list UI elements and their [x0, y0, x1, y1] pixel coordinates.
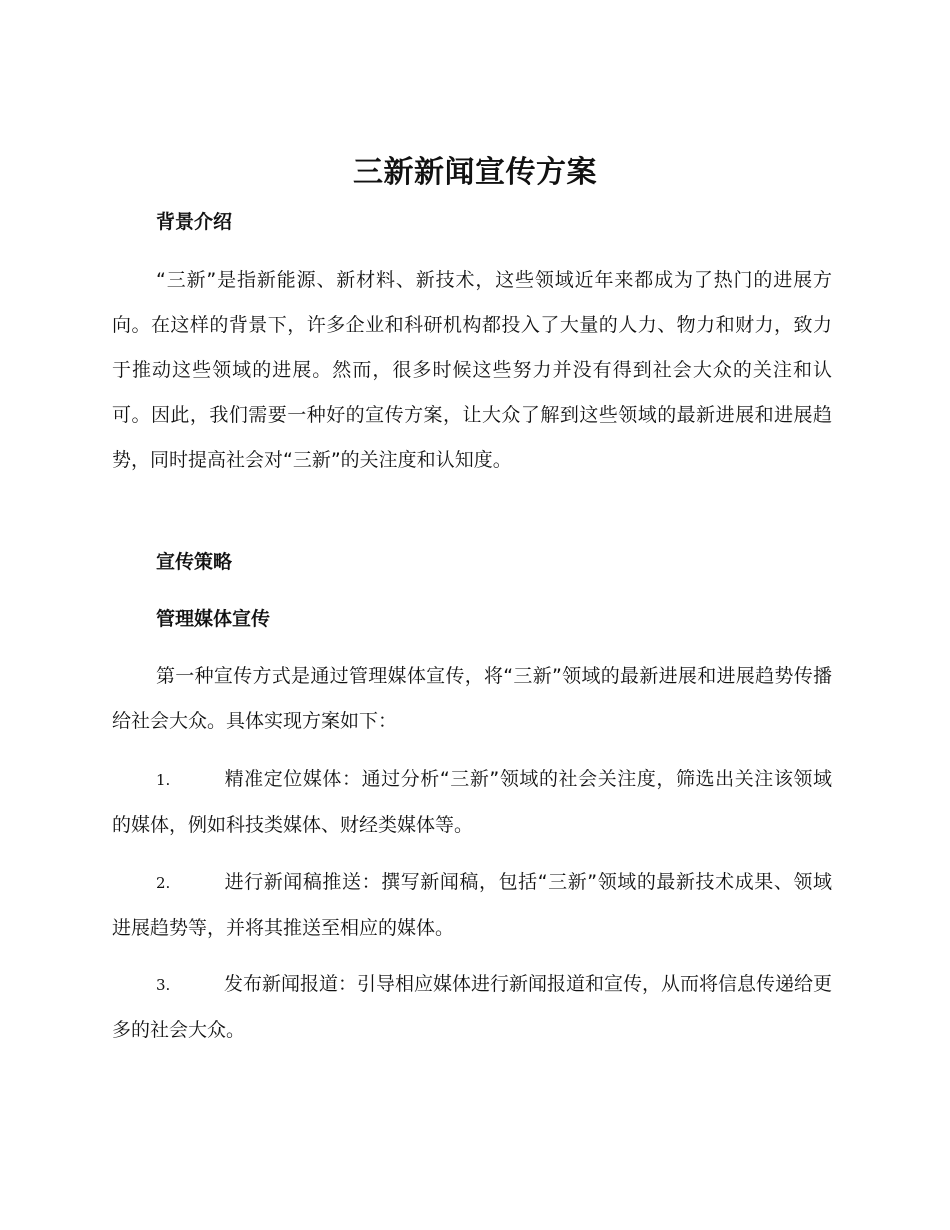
- list-item-text: 进行新闻稿推送：撰写新闻稿，包括“三新”领域的最新技术成果、领域进展趋势等，并将其推送至相应的媒体。: [112, 871, 832, 939]
- list-item-number: 1.: [156, 771, 171, 789]
- list-item-number: 2.: [156, 874, 171, 892]
- list-item: [112, 757, 832, 848]
- section-heading-strategy: 宣传策略: [156, 551, 233, 573]
- list-item: [112, 860, 832, 951]
- section-heading-background: 背景介绍: [156, 211, 233, 233]
- list-item: [112, 962, 832, 1053]
- list-item-text: 发布新闻报道：引导相应媒体进行新闻报道和宣传，从而将信息传递给更多的社会大众。: [112, 973, 833, 1041]
- section-heading-media: 管理媒体宣传: [156, 608, 271, 630]
- media-intro-paragraph: 第一种宣传方式是通过管理媒体宣传，将“三新”领域的最新进展和进展趋势传播给社会大众。具体实现方案如下：: [112, 665, 832, 732]
- background-paragraph: “三新”是指新能源、新材料、新技术，这些领域近年来都成为了热门的进展方向。在这样的背景下，许多企业和科研机构都投入了大量的人力、物力和财力，致力于推动这些领域的进展。然而，很多时候这些努力并没有得到社会大众的关注和认可。因此，我们需要一种好的宣传方案，让大众了解到这些领域的最新进展和进展趋势，同时提高社会对“三新”的关注度和认知度。: [112, 269, 832, 471]
- list-item-text: 精准定位媒体：通过分析“三新”领域的社会关注度，筛选出关注该领域的媒体，例如科技类媒体、财经类媒体等。: [112, 768, 832, 836]
- document-title: 三新新闻宣传方案: [353, 155, 597, 190]
- list-item-number: 3.: [156, 976, 171, 994]
